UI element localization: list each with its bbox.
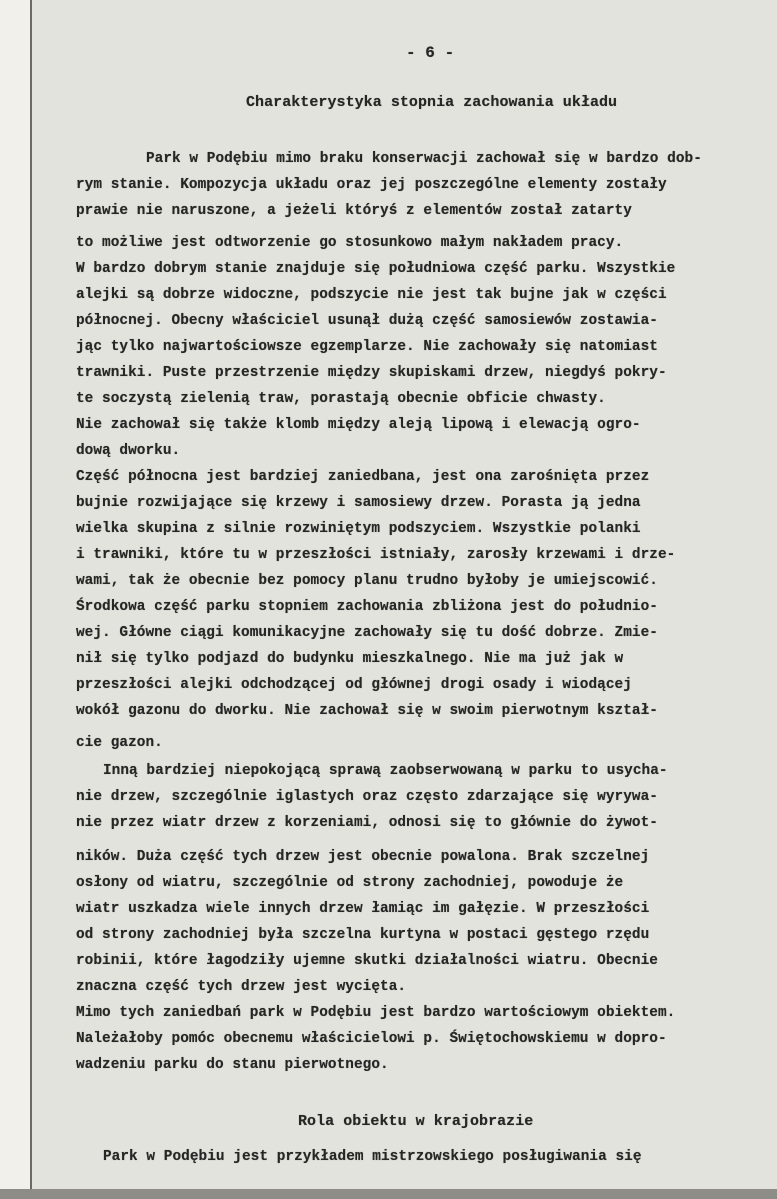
text-line: alejki są dobrze widoczne, podszycie nie jest tak bujne jak w części [76,287,667,303]
text-line: przeszłości alejki odchodzącej od głównej drogi osady i wiodącej [76,677,632,693]
text-line: od strony zachodniej była szczelna kurtyna w postaci gęstego rzędu [76,927,650,943]
text-line: Park w Podębiu mimo braku konserwacji zachował się w bardzo dob- [146,151,702,167]
text-line: północnej. Obecny właściciel usunął dużą część samosiewów zostawia- [76,313,658,329]
text-line: prawie nie naruszone, a jeżeli któryś z elementów został zatarty [76,203,632,219]
text-line: wokół gazonu do dworku. Nie zachował się w swoim pierwotnym kształ- [76,703,658,719]
text-line: wielka skupina z silnie rozwiniętym podszyciem. Wszystkie polanki [76,521,641,537]
text-line: znaczna część tych drzew jest wycięta. [76,979,407,995]
page-number: - 6 - [406,44,455,62]
text-line: to możliwe jest odtworzenie go stosunkowo małym nakładem pracy. [76,235,624,251]
text-line: Park w Podębiu jest przykładem mistrzowskiego posługiwania się [103,1149,642,1165]
text-line: nił się tylko podjazd do budynku mieszkalnego. Nie ma już jak w [76,651,624,667]
text-line: wej. Główne ciągi komunikacyjne zachowały się tu dość dobrze. Zmie- [76,625,658,641]
text-line: wami, tak że obecnie bez pomocy planu trudno byłoby je umiejscowić. [76,573,658,589]
text-line: W bardzo dobrym stanie znajduje się południowa część parku. Wszystkie [76,261,676,277]
paper-sheet [32,0,777,1189]
page-bottom-edge [0,1189,777,1199]
subheading: Rola obiektu w krajobrazie [298,1113,534,1130]
text-line: bujnie rozwijające się krzewy i samosiewy drzew. Porasta ją jedna [76,495,641,511]
text-line: te soczystą zielenią traw, porastają obecnie obficie chwasty. [76,391,606,407]
section-title: Charakterystyka stopnia zachowania układu [246,94,618,111]
text-line: Mimo tych zaniedbań park w Podębiu jest bardzo wartościowym obiektem. [76,1005,676,1021]
text-line: ników. Duża część tych drzew jest obecnie powalona. Brak szczelnej [76,849,650,865]
text-line: wadzeniu parku do stanu pierwotnego. [76,1057,389,1073]
text-line: robinii, które łagodziły ujemne skutki działalności wiatru. Obecnie [76,953,658,969]
text-line: Środkowa część parku stopniem zachowania zbliżona jest do południo- [76,599,658,615]
text-line: Część północna jest bardziej zaniedbana, jest ona zarośnięta przez [76,469,650,485]
text-line: nie drzew, szczególnie iglastych oraz często zdarzające się wyrywa- [76,789,658,805]
text-line: trawniki. Puste przestrzenie między skupiskami drzew, niegdyś pokry- [76,365,667,381]
text-line: cie gazon. [76,735,163,751]
text-line: wiatr uszkadza wiele innych drzew łamiąc im gałęzie. W przeszłości [76,901,650,917]
text-line: jąc tylko najwartościowsze egzemplarze. Nie zachowały się natomiast [76,339,658,355]
text-line: dową dworku. [76,443,181,459]
text-line: osłony od wiatru, szczególnie od strony zachodniej, powoduje że [76,875,624,891]
text-line: nie przez wiatr drzew z korzeniami, odnosi się to głównie do żywot- [76,815,658,831]
text-line: Nie zachował się także klomb między aleją lipową i elewacją ogro- [76,417,641,433]
text-line: Inną bardziej niepokojącą sprawą zaobserwowaną w parku to usycha- [103,763,668,779]
text-line: i trawniki, które tu w przeszłości istniały, zarosły krzewami i drze- [76,547,676,563]
text-line: rym stanie. Kompozycja układu oraz jej poszczególne elementy zostały [76,177,667,193]
binder-edge [0,0,32,1199]
text-line: Należałoby pomóc obecnemu właścicielowi p. Świętochowskiemu w dopro- [76,1031,667,1047]
